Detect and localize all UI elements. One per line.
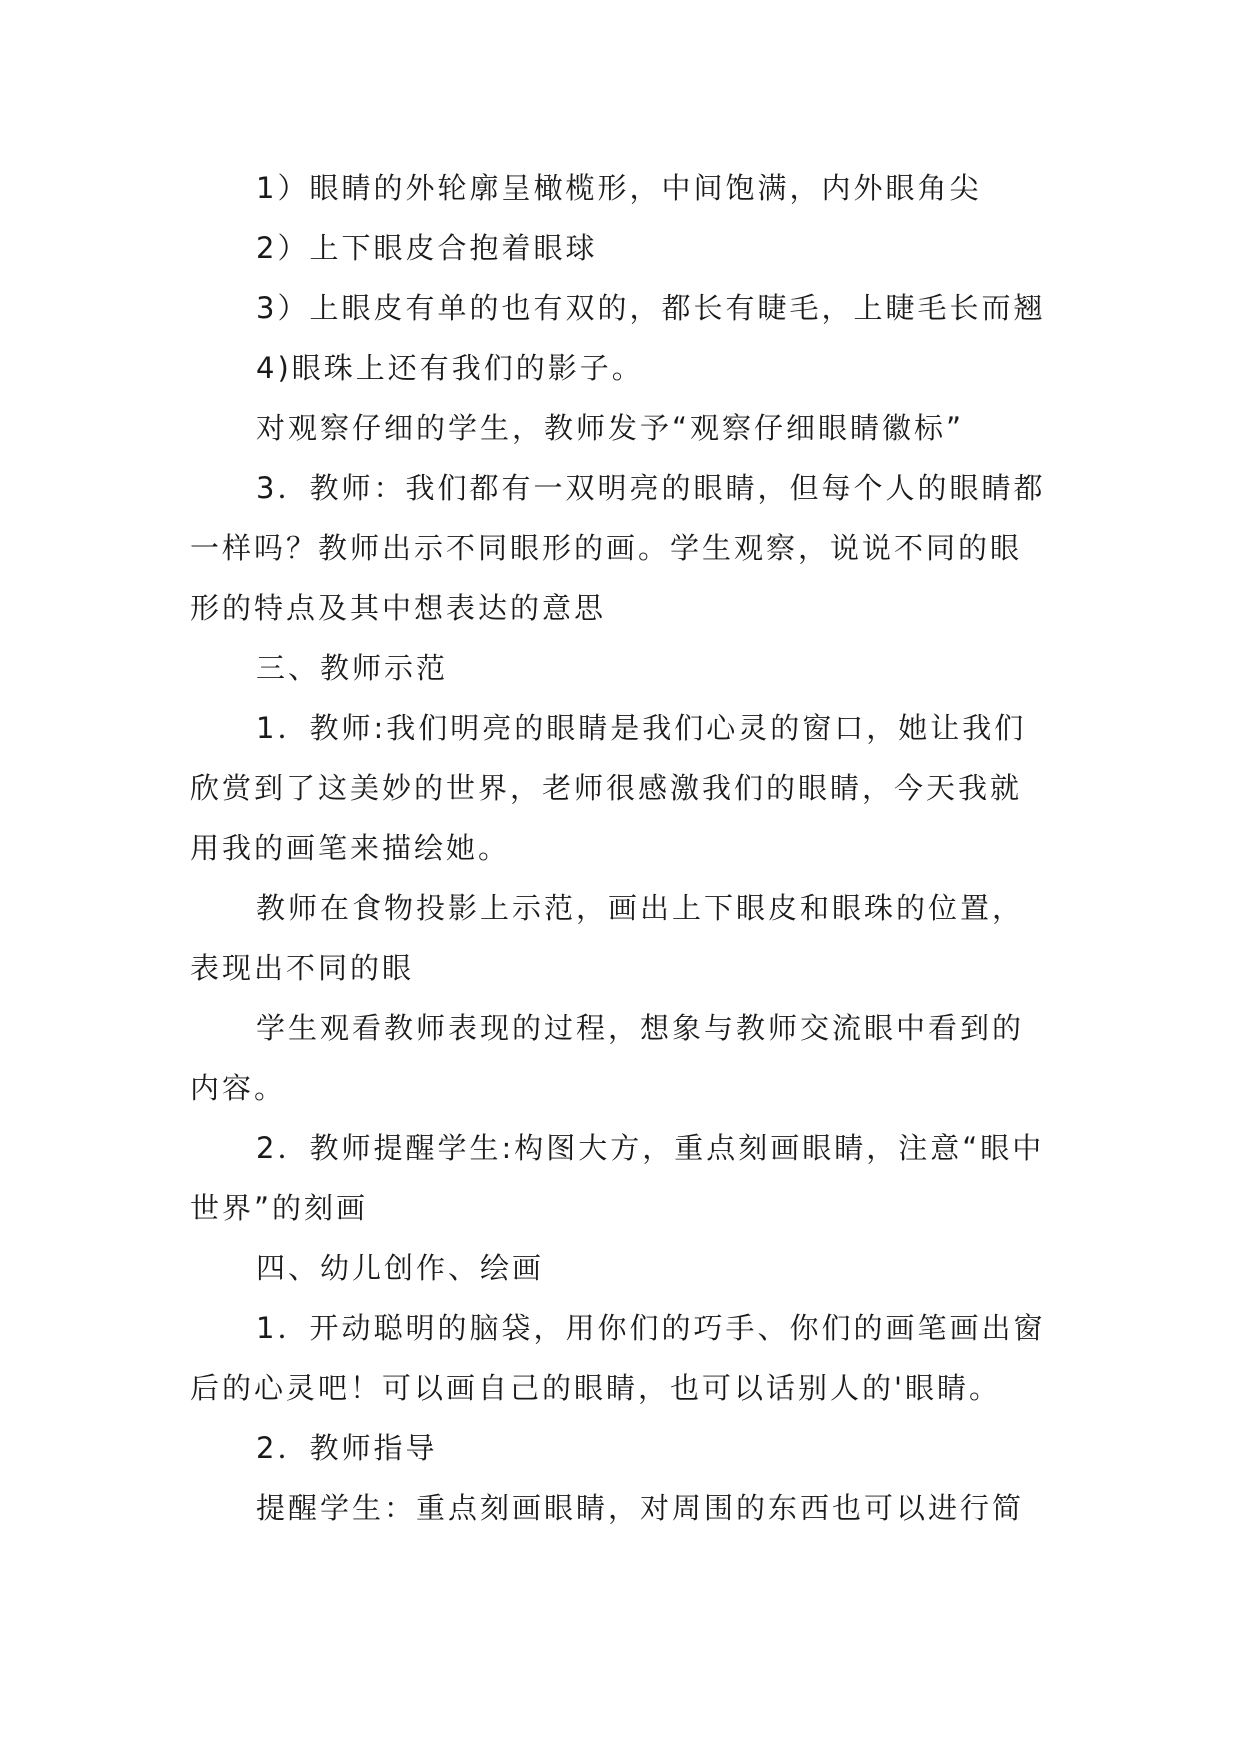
paragraph-step-3: 3．教师：我们都有一双明亮的眼睛，但每个人的眼睛都一样吗？教师出示不同眼形的画。学生观察，说说不同的眼形的特点及其中想表达的意思	[190, 471, 1046, 625]
paragraph-demo-2: 2．教师提醒学生:构图大方，重点刻画眼睛，注意“眼中世界”的刻画	[190, 1131, 1045, 1225]
paragraph-demo-1: 1．教师:我们明亮的眼睛是我们心灵的窗口，她让我们欣赏到了这美妙的世界，老师很感激我们的眼睛，今天我就用我的画笔来描绘她。	[190, 711, 1027, 865]
paragraph-creation-1: 1．开动聪明的脑袋，用你们的巧手、你们的画笔画出窗后的心灵吧！可以画自己的眼睛，也可以话别人的'眼睛。	[190, 1311, 1046, 1405]
paragraph-reminder: 提醒学生：重点刻画眼睛，对周围的东西也可以进行简	[256, 1491, 1025, 1525]
paragraph-reflection: 4)眼珠上还有我们的影子。	[256, 351, 644, 385]
paragraph-students-watch: 学生观看教师表现的过程，想象与教师交流眼中看到的内容。	[190, 1011, 1025, 1105]
section-heading-demonstration: 三、教师示范	[256, 651, 449, 685]
paragraph-creation-2: 2．教师指导	[256, 1431, 438, 1465]
paragraph-projection-demo: 教师在食物投影上示范，画出上下眼皮和眼珠的位置，表现出不同的眼	[190, 891, 1025, 985]
document-body	[190, 158, 1050, 1538]
paragraph-eyelashes: 3）上眼皮有单的也有双的，都长有睫毛，上睫毛长而翘	[256, 291, 1046, 325]
paragraph-eye-outline: 1）眼睛的外轮廓呈橄榄形，中间饱满，内外眼角尖	[256, 171, 982, 205]
paragraph-eyelids: 2）上下眼皮合抱着眼球	[256, 231, 598, 265]
section-heading-creation: 四、幼儿创作、绘画	[256, 1251, 545, 1285]
paragraph-badge: 对观察仔细的学生，教师发予“观察仔细眼睛徽标”	[256, 411, 965, 445]
